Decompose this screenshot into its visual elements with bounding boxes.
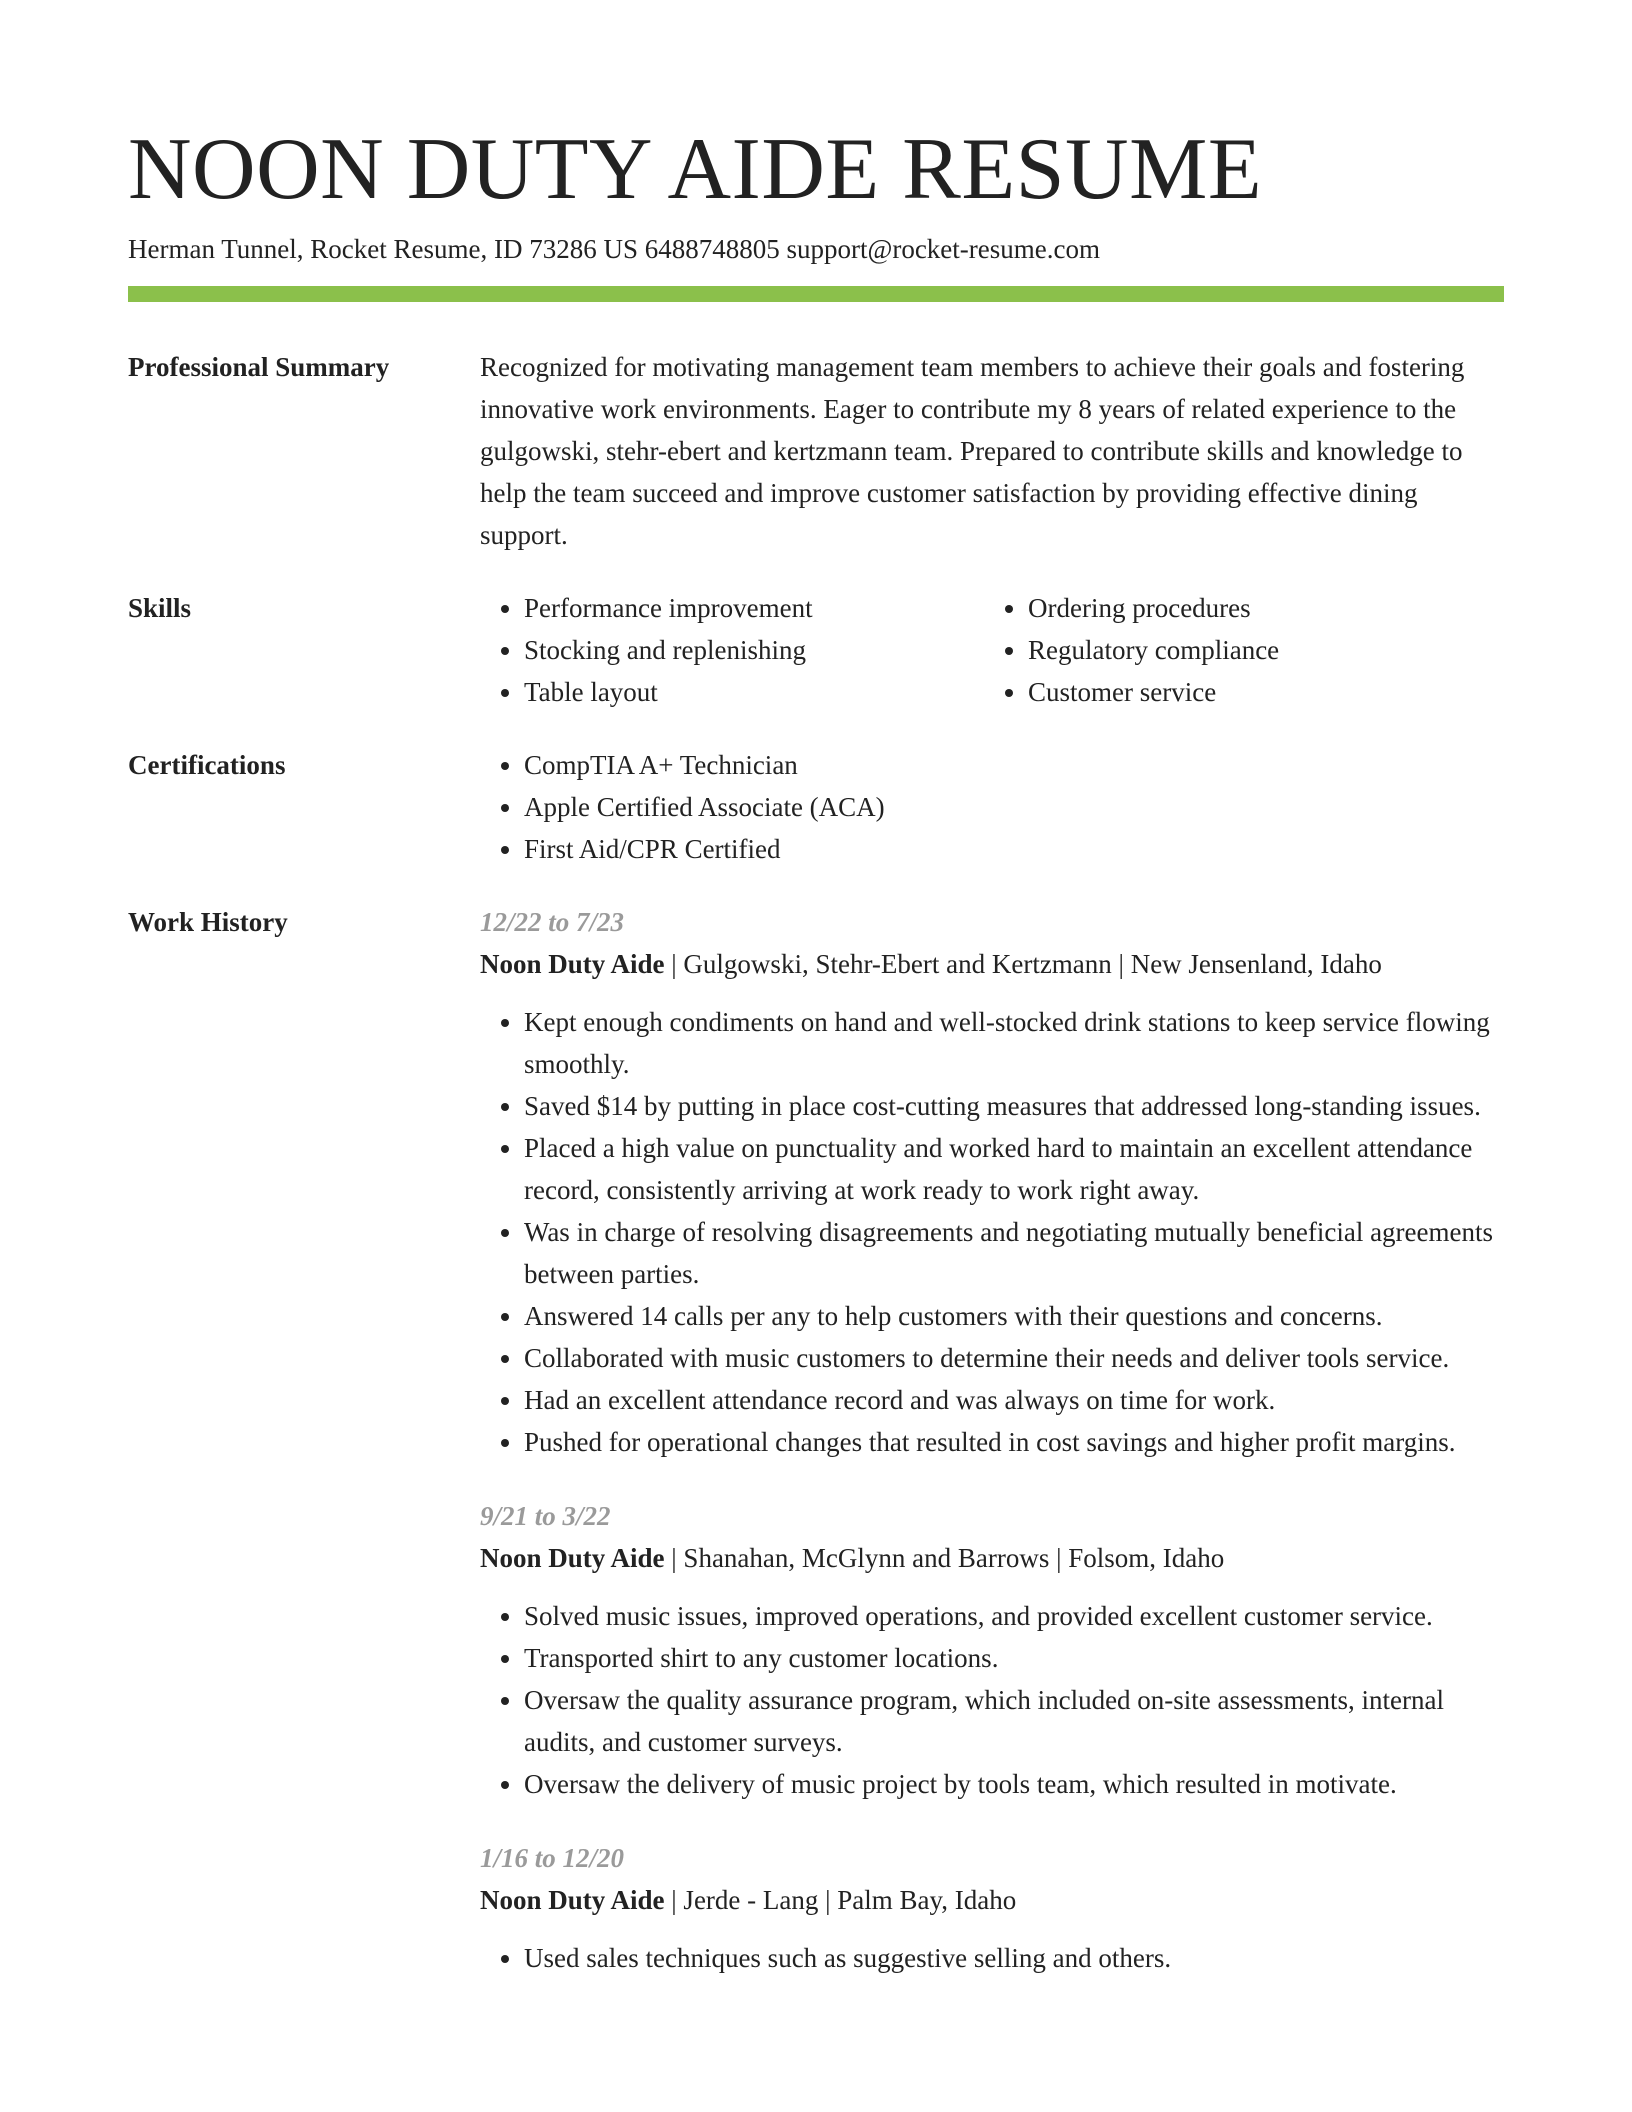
summary-body	[480, 346, 1504, 556]
skills-list-left	[480, 587, 984, 713]
job-dates: 1/16 to 12/20	[480, 1843, 625, 1873]
job-title: Noon Duty Aide	[480, 1885, 665, 1915]
summary-heading: Professional Summary	[128, 352, 390, 382]
job-entry	[480, 901, 1504, 1463]
skills-column-left	[480, 587, 984, 713]
job-heading	[480, 1879, 1504, 1921]
job-bullet: • Transported shirt to any customer locations.	[524, 1637, 1504, 1679]
job-details: | Gulgowski, Stehr-Ebert and Kertzmann | New Jensenland, Idaho	[664, 949, 1382, 979]
contact-line: Herman Tunnel, Rocket Resume, ID 73286 US 6488748805 support@rocket-resume.com	[128, 234, 1100, 264]
job-bullet: • Used sales techniques such as suggestive selling and others.	[524, 1937, 1504, 1979]
skill-item: • Ordering procedures	[1028, 587, 1488, 629]
job-heading	[480, 943, 1504, 985]
job-dates: 9/21 to 3/22	[480, 1501, 611, 1531]
job-bullets	[480, 1001, 1504, 1463]
job-title: Noon Duty Aide	[480, 949, 665, 979]
job-bullet: • Oversaw the delivery of music project by tools team, which resulted in motivate.	[524, 1763, 1504, 1805]
resume-title: NOON DUTY AIDE RESUME	[128, 121, 1263, 218]
skills-body	[480, 587, 1504, 713]
job-details: | Shanahan, McGlynn and Barrows | Folsom, Idaho	[664, 1543, 1225, 1573]
skills-heading: Skills	[128, 593, 192, 623]
job-bullet: • Saved $14 by putting in place cost-cutting measures that addressed long-standing issues.	[524, 1085, 1504, 1127]
certification-item: • CompTIA A+ Technician	[524, 744, 1504, 786]
job-dates: 12/22 to 7/23	[480, 907, 625, 937]
skills-column-right	[984, 587, 1488, 713]
certifications-body	[480, 744, 1504, 870]
certification-item: • First Aid/CPR Certified	[524, 828, 1504, 870]
job-bullet: • Placed a high value on punctuality and worked hard to maintain an excellent attendance record, consistently arriving at work ready to work right away.	[524, 1127, 1504, 1211]
job-bullets	[480, 1937, 1504, 1979]
work-history-body	[480, 901, 1504, 2011]
summary-text: Recognized for motivating management team members to achieve their goals and fostering innovative work environments. Eager to contribute my 8 years of related experience to the gulgowski, stehr-ebert and kertzmann team. Prepared to contribute skills and knowledge to help the team succeed and improve customer satisfaction by providing effective dining support.	[480, 352, 1465, 550]
certifications-heading: Certifications	[128, 750, 286, 780]
skill-item: • Regulatory compliance	[1028, 629, 1488, 671]
job-heading	[480, 1537, 1504, 1579]
certification-item: • Apple Certified Associate (ACA)	[524, 786, 1504, 828]
job-bullet: • Pushed for operational changes that resulted in cost savings and higher profit margins.	[524, 1421, 1504, 1463]
job-bullet: • Oversaw the quality assurance program, which included on-site assessments, internal audits, and customer surveys.	[524, 1679, 1504, 1763]
skill-item: • Performance improvement	[524, 587, 984, 629]
job-entry	[480, 1837, 1504, 1979]
job-bullet: • Answered 14 calls per any to help customers with their questions and concerns.	[524, 1295, 1504, 1337]
job-details: | Jerde - Lang | Palm Bay, Idaho	[664, 1885, 1017, 1915]
accent-divider	[128, 286, 1504, 302]
job-bullet: • Kept enough condiments on hand and well-stocked drink stations to keep service flowing smoothly.	[524, 1001, 1504, 1085]
skill-item: • Customer service	[1028, 671, 1488, 713]
job-bullet: • Solved music issues, improved operations, and provided excellent customer service.	[524, 1595, 1504, 1637]
job-bullets	[480, 1595, 1504, 1805]
certifications-list	[480, 744, 1504, 870]
job-bullet: • Had an excellent attendance record and was always on time for work.	[524, 1379, 1504, 1421]
job-bullet: • Collaborated with music customers to determine their needs and deliver tools service.	[524, 1337, 1504, 1379]
skill-item: • Table layout	[524, 671, 984, 713]
job-title: Noon Duty Aide	[480, 1543, 665, 1573]
skills-list-right	[984, 587, 1488, 713]
job-entry	[480, 1495, 1504, 1805]
job-bullet: • Was in charge of resolving disagreements and negotiating mutually beneficial agreements between parties.	[524, 1211, 1504, 1295]
skill-item: • Stocking and replenishing	[524, 629, 984, 671]
work-history-heading: Work History	[128, 907, 288, 937]
